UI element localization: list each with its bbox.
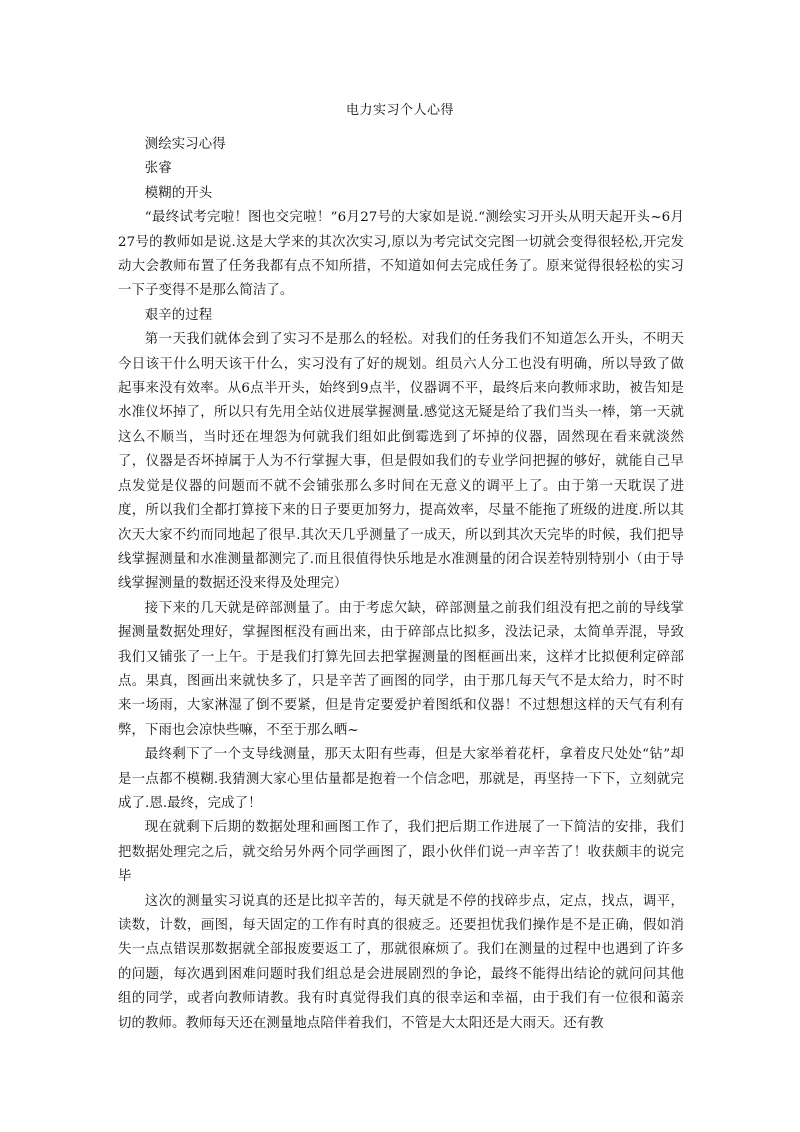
paragraph-post-processing: 现在就剩下后期的数据处理和画图工作了，我们把后期工作进展了一下简洁的安排，我们把数据处理完之后，就交给另外两个同学画图了，跟小伙伴们说一声辛苦了！收获颇丰的说完毕 <box>118 820 684 885</box>
section-heading-process: 艰辛的过程 <box>144 307 213 323</box>
document-title: 电力实习个人心得 <box>345 103 454 118</box>
author-name: 张睿 <box>144 161 172 177</box>
document-body <box>118 133 684 1036</box>
paragraph-detail-survey: 接下来的几天就是碎部测量了。由于考虑欠缺，碎部测量之前我们组没有把之前的导线掌握测量数据处理好，掌握图框没有画出来，由于碎部点比拟多，没法记录，太简单弄混，导致我们又铺张了一上午。于是我们打算先回去把掌握测量的图框画出来，这样才比拟便利定碎部点。果真，图画出来就快多了，只是辛苦了画图的同学，由于那几每天气不是太给力，时不时来一场雨，大家淋湿了倒不要紧，但是肯定要爱护着图纸和仪器！不过想想这样的天气有利有弊，下雨也会凉快些嘛，不至于那么晒~ <box>118 600 684 738</box>
section-heading-beginning: 模糊的开头 <box>144 185 213 201</box>
paragraph-beginning: “最终试考完啦！图也交完啦！”6月27号的大家如是说.“测绘实习开头从明天起开头~6月27号的教师如是说.这是大学来的其次次实习,原以为考完试交完图一切就会变得很轻松,开完发动大会教师布置了任务我都有点不知所措，不知道如何去完成任务了。原来觉得很轻松的实习一下子变得不是那么简洁了。 <box>118 210 684 299</box>
subtitle: 测绘实习心得 <box>144 137 226 152</box>
paragraph-branch-traverse: 最终剩下了一个支导线测量，那天太阳有些毒，但是大家举着花杆，拿着皮尺处处“钻”却是一点都不模糊.我猜测大家心里估量都是抱着一个信念吧，那就是，再坚持一下下，立刻就完成了.恩.最终，完成了！ <box>118 747 684 811</box>
paragraph-first-day: 第一天我们就体会到了实习不是那么的轻松。对我们的任务我们不知道怎么开头，不明天今日该干什么明天该干什么，实习没有了好的规划。组员六人分工也没有明确，所以导致了做起事来没有效率。从6点半开头，始终到9点半，仪器调不平，最终后来向教师求助，被告知是水准仪坏掉了，所以只有先用全站仪进展掌握测量.感觉这无疑是给了我们当头一棒，第一天就这么不顺当，当时还在埋怨为何就我们组如此倒霉选到了坏掉的仪器，固然现在看来就淡然了，仪器是否坏掉属于人为不行掌握大事，但是假如我们的专业学问把握的够好，就能自己早点发觉是仪器的问题而不就不会铺张那么多时间在无意义的调平上了。由于第一天耽误了进度，所以我们全都打算接下来的日子要更加努力，提高效率，尽量不能拖了班级的进度.所以其次天大家不约而同地起了很早.其次天几乎测量了一成天，所以到其次天完毕的时候，我们把导线掌握测量和水准测量都测完了.而且很值得快乐地是水准测量的闭合误差特别特别小（由于导线掌握测量的数据还没来得及处理完） <box>118 332 684 592</box>
paragraph-reflection: 这次的测量实习说真的还是比拟辛苦的，每天就是不停的找碎步点，定点，找点，调平，读数，计数，画图，每天固定的工作有时真的很疲乏。还要担忧我们操作是不是正确，假如消失一点点错误那数据就全部报废要返工了，那就很麻烦了。我们在测量的过程中也遇到了许多的问题，每次遇到困难问题时我们组总是会进展剧烈的争论，最终不能得出结论的就问问其他组的同学，或者向教师请教。我有时真觉得我们真的很幸运和幸福，由于我们有一位很和蔼亲切的教师。教师每天还在测量地点陪伴着我们，不管是大太阳还是大雨天。还有教 <box>118 893 684 1031</box>
